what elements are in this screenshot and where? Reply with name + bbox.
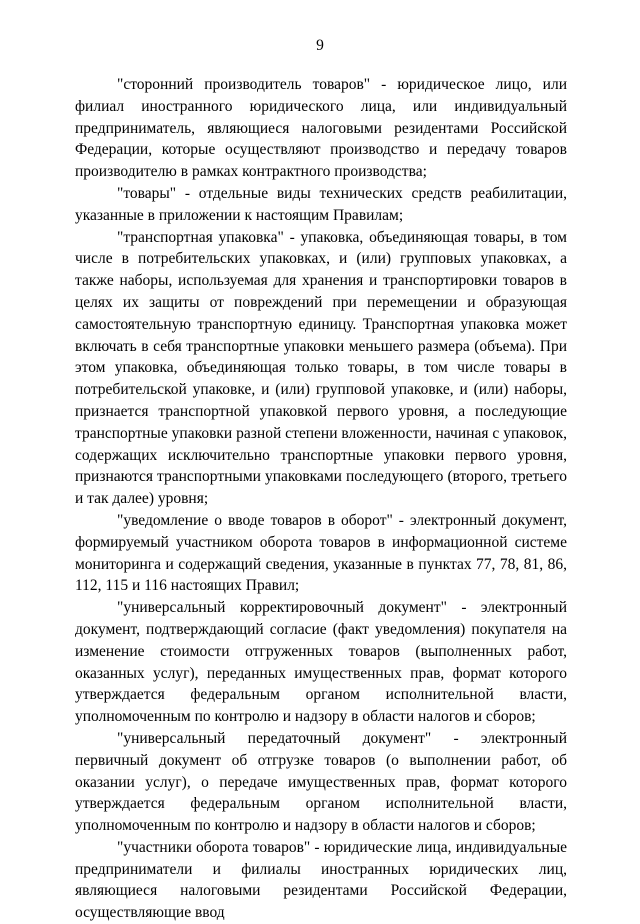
definition-paragraph-universal-correction-document: "универсальный корректировочный документ" - электронный документ, подтверждающий согласие (факт уведомления) покупателя на изменение стоимости отгруженных товаров (выполненных работ, оказанных услуг), переданных имущественных прав, формат которого утверждается федеральным органом исполнительной власти, уполномоченным по контролю и надзору в области налогов и сборов; [75, 599, 567, 726]
document-body [75, 74, 567, 924]
definition-paragraph-third-party-manufacturer: "сторонний производитель товаров" - юридическое лицо, или филиал иностранного юридического лица, или индивидуальный предприниматель, являющиеся налоговыми резидентами Российской Федерации, которые осуществляют производство и передачу товаров производителю в рамках контрактного производства; [75, 76, 567, 181]
page-number: 9 [316, 37, 324, 54]
definition-paragraph-goods: "товары" - отдельные виды технических средств реабилитации, указанные в приложении к настоящим Правилам; [75, 184, 567, 224]
definition-paragraph-universal-transfer-document: "универсальный передаточный документ" - электронный первичный документ об отгрузке товаров (о выполнении работ, об оказании услуг), о передаче имущественных прав, формат которого утверждается федеральным органом исполнительной власти, уполномоченным по контролю и надзору в области налогов и сборов; [75, 729, 567, 835]
definition-paragraph-notification: "уведомление о вводе товаров в оборот" - электронный документ, формируемый участником оборота товаров в информационной системе мониторинга и содержащий сведения, указанные в пунктах 77, 78, 81, 86, 112, 115 и 116 настоящих Правил; [75, 511, 567, 595]
definition-paragraph-turnover-participants: "участники оборота товаров" - юридические лица, индивидуальные предприниматели и филиалы иностранных юридических лиц, являющиеся налоговыми резидентами Российской Федерации, осуществляющие ввод [75, 838, 567, 922]
definition-paragraph-transport-packaging: "транспортная упаковка" - упаковка, объединяющая товары, в том числе в потребительских упаковках, и (или) групповых упаковках, а также наборы, используемая для хранения и транспортировки товаров в целях их защиты от повреждений при перемещении и образующая самостоятельную транспортную единицу. Транспортная упаковка может включать в себя транспортные упаковки меньшего размера (объема). При этом упаковка, объединяющая только товары, в том числе товары в потребительской упаковке, и (или) групповой упаковке, и (или) наборы, признается транспортной упаковкой первого уровня, а последующие транспортные упаковки разной степени вложенности, начиная с упаковок, содержащих исключительно транспортные упаковки первого уровня, признаются транспортными упаковками последующего (второго, третьего и так далее) уровня; [75, 228, 567, 508]
